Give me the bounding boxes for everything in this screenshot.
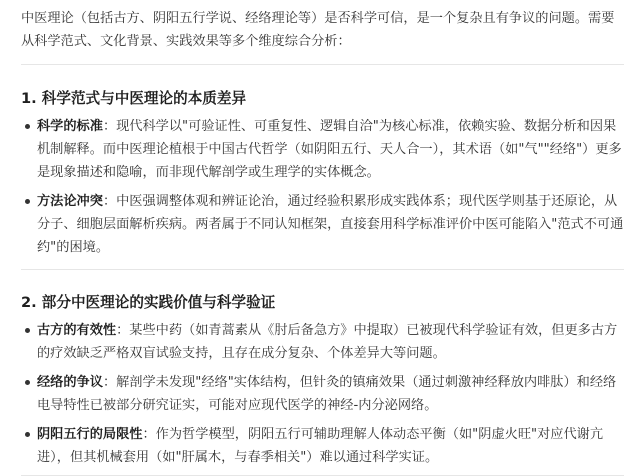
list-item <box>21 371 624 417</box>
section-1-list <box>21 115 624 259</box>
list-item <box>21 423 624 469</box>
bullet-text: ：现代科学以"可验证性、可重复性、逻辑自洽"为核心标准，依赖实验、数据分析和因果机制解释。而中医理论植根于中国古代哲学（如阴阳五行、天人合一），其术语（如"气""经络"）更多是现象描述和隐喻，而非现代解剖学或生理学的实体概念。 <box>37 119 622 180</box>
bullet-dot-icon <box>25 199 30 204</box>
section-heading-1: 1. 科学范式与中医理论的本质差异 <box>21 90 247 107</box>
bullet-text: ：中医强调整体观和辨证论治，通过经验积累形成实践体系；现代医学则基于还原论，从分子、细胞层面解析疾病。两者属于不同认知框架，直接套用科学标准评价中医可能陷入"范式不可通约"的困境。 <box>37 194 624 255</box>
bullet-dot-icon <box>25 380 30 385</box>
list-item <box>21 115 624 184</box>
bullet-dot-icon <box>25 328 30 333</box>
intro-paragraph: 中医理论（包括古方、阴阳五行学说、经络理论等）是否科学可信，是一个复杂且有争议的问题。需要从科学范式、文化背景、实践效果等多个维度综合分析： <box>21 11 615 49</box>
list-item <box>21 319 624 365</box>
bullet-dot-icon <box>25 124 30 129</box>
section-2-list <box>21 319 624 469</box>
bullet-term: 经络的争议 <box>37 375 103 390</box>
bullet-dot-icon <box>25 432 30 437</box>
section-divider <box>21 64 624 65</box>
bullet-text: ：某些中药（如青蒿素从《肘后备急方》中提取）已被现代科学验证有效，但更多古方的疗效缺乏严格双盲试验支持，且存在成分复杂、个体差异大等问题。 <box>37 323 618 361</box>
bullet-term: 古方的有效性 <box>37 323 117 338</box>
bullet-term: 科学的标准 <box>37 119 103 134</box>
section-heading-2: 2. 部分中医理论的实践价值与科学验证 <box>21 294 276 311</box>
list-item <box>21 190 624 259</box>
bullet-term: 阴阳五行的局限性 <box>37 427 143 442</box>
bullet-text: ：解剖学未发现"经络"实体结构，但针灸的镇痛效果（通过刺激神经释放内啡肽）和经络电导特性已被部分研究证实，可能对应现代医学的神经-内分泌网络。 <box>37 375 617 413</box>
bullet-term: 方法论冲突 <box>37 194 103 209</box>
bullet-text: ：作为哲学模型，阴阳五行可辅助理解人体动态平衡（如"阴虚火旺"对应代谢亢进），但其机械套用（如"肝属木，与春季相关"）难以通过科学实证。 <box>37 427 604 465</box>
section-divider <box>21 269 624 270</box>
